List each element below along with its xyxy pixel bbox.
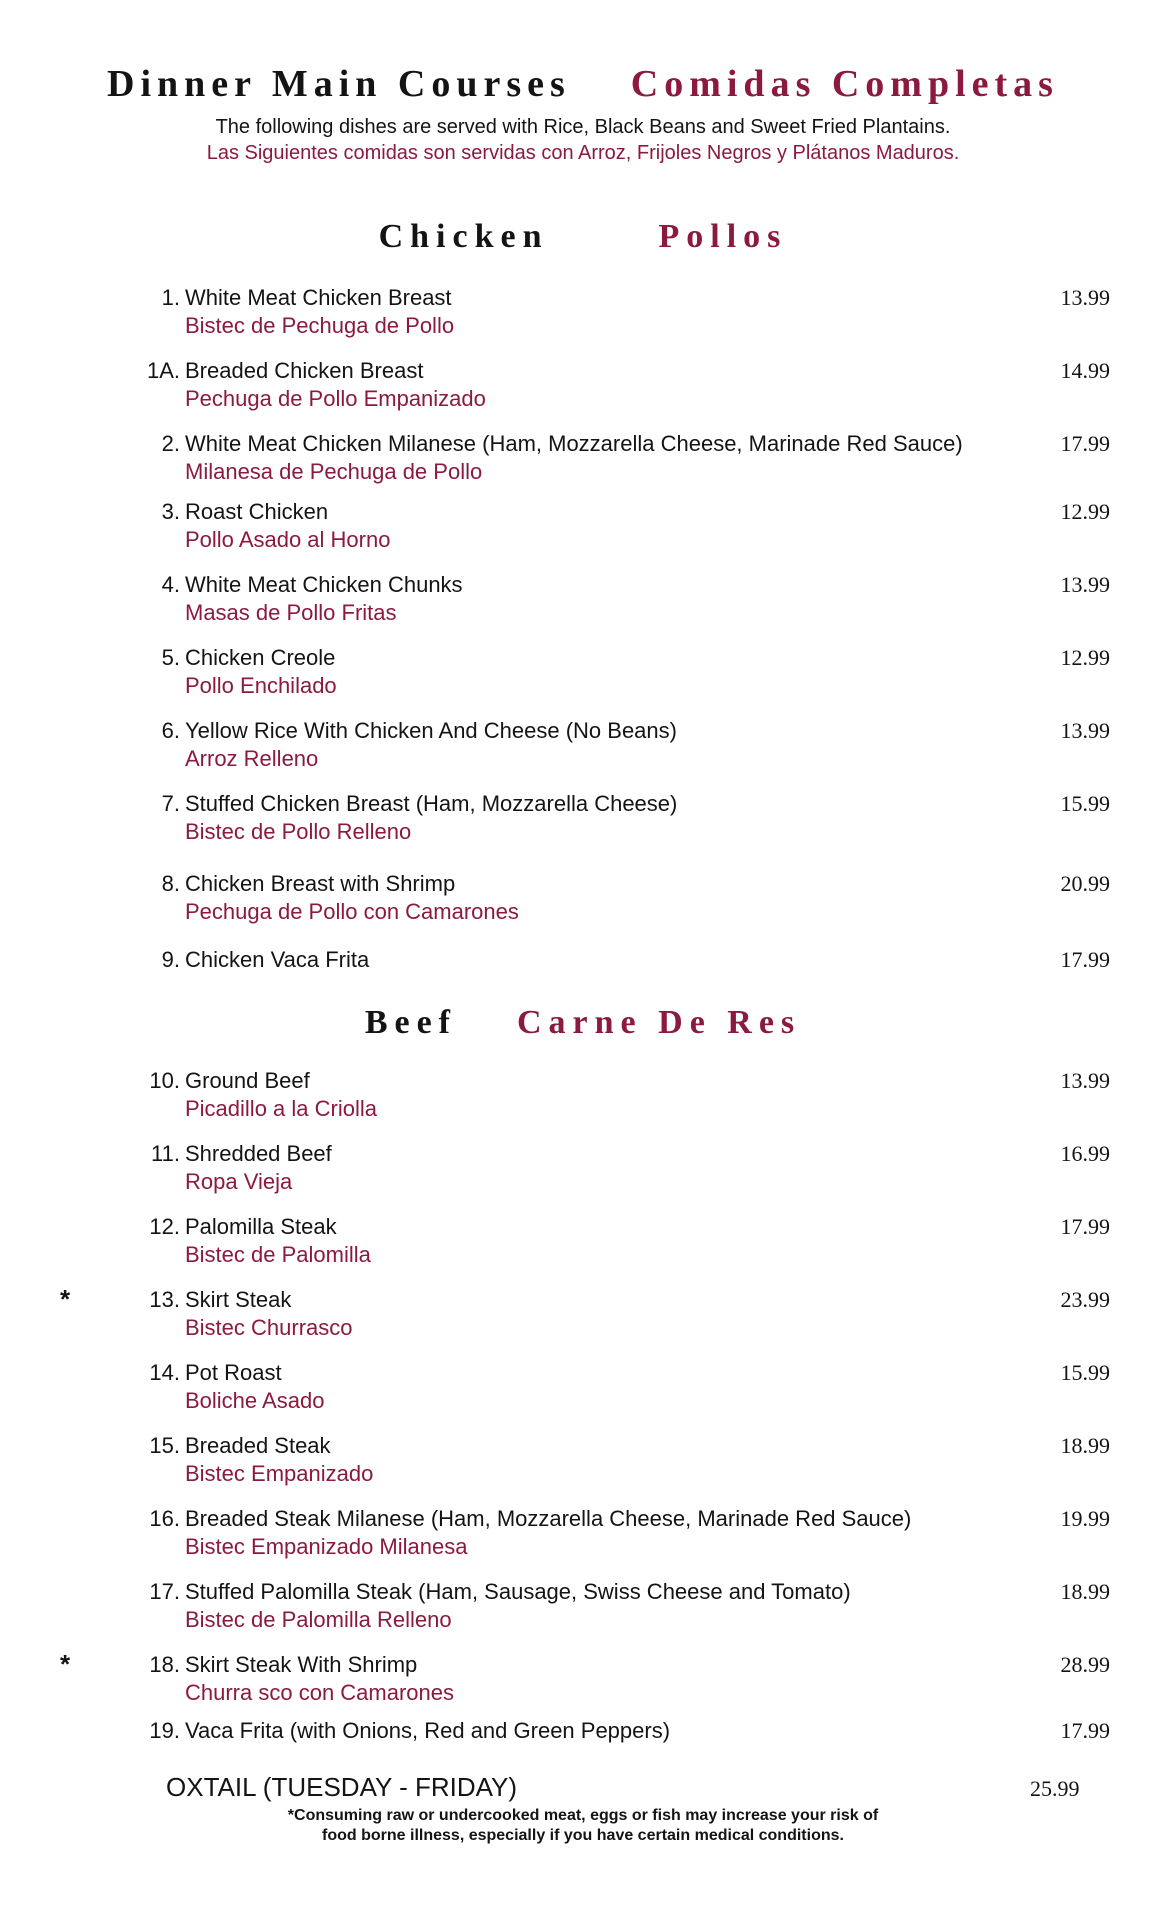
- item-spanish-name: Pollo Enchilado: [185, 673, 337, 698]
- item-number: 1A.: [146, 358, 180, 383]
- item-spanish-name: Churra sco con Camarones: [185, 1680, 455, 1705]
- section-title-chicken: [0, 218, 1166, 256]
- item-price: 23.99: [1060, 1287, 1110, 1312]
- disclaimer-line-2: food borne illness, especially if you have certain medical conditions.: [322, 1827, 844, 1844]
- item-spanish-name: Masas de Pollo Fritas: [185, 600, 397, 625]
- title-spanish: Comidas Completas: [630, 63, 1059, 105]
- item-spanish-name: Boliche Asado: [185, 1388, 325, 1413]
- item-spanish-name: Bistec de Pechuga de Pollo: [185, 313, 455, 338]
- item-price: 13.99: [1060, 285, 1110, 310]
- item-spanish-name: Bistec Empanizado Milanesa: [185, 1534, 468, 1559]
- item-name: Ground Beef: [185, 1068, 310, 1093]
- item-name: Vaca Frita (with Onions, Red and Green Peppers): [185, 1718, 671, 1743]
- item-number: 16.: [149, 1506, 180, 1531]
- item-number: 8.: [161, 871, 180, 896]
- item-number: 5.: [161, 645, 180, 670]
- item-number: 19.: [149, 1718, 180, 1743]
- section-beef-en: Beef: [364, 1004, 457, 1041]
- item-name: Breaded Steak: [185, 1433, 331, 1458]
- item-number: 7.: [161, 791, 180, 816]
- item-name: Shredded Beef: [185, 1141, 332, 1166]
- item-price: 13.99: [1060, 1068, 1110, 1093]
- item-price: 17.99: [1060, 947, 1110, 972]
- item-name: Yellow Rice With Chicken And Cheese (No Beans): [185, 718, 677, 743]
- item-number: 12.: [149, 1214, 180, 1239]
- item-name: Pot Roast: [185, 1360, 282, 1385]
- item-name: Breaded Chicken Breast: [185, 358, 424, 383]
- item-number: 9.: [161, 947, 180, 972]
- item-price: 16.99: [1060, 1141, 1110, 1166]
- item-number: 2.: [161, 431, 180, 456]
- item-name: Skirt Steak With Shrimp: [185, 1652, 418, 1677]
- section-beef-es: Carne De Res: [517, 1004, 802, 1041]
- item-price: 19.99: [1060, 1506, 1110, 1531]
- item-name: Palomilla Steak: [185, 1214, 337, 1239]
- item-name: Chicken Vaca Frita: [185, 947, 370, 972]
- asterisk-icon: *: [60, 1649, 71, 1679]
- item-name: White Meat Chicken Milanese (Ham, Mozzarella Cheese, Marinade Red Sauce): [185, 431, 963, 456]
- item-price: 17.99: [1060, 431, 1110, 456]
- section-title-beef: [0, 1004, 1166, 1042]
- item-spanish-name: Picadillo a la Criolla: [185, 1096, 377, 1121]
- item-name: Chicken Creole: [185, 645, 336, 670]
- item-number: 1.: [161, 285, 180, 310]
- item-number: 6.: [161, 718, 180, 743]
- section-chicken-en: Chicken: [378, 218, 549, 255]
- section-chicken-es: Pollos: [658, 218, 788, 255]
- item-spanish-name: Bistec de Palomilla Relleno: [185, 1607, 452, 1632]
- item-price: 18.99: [1060, 1433, 1110, 1458]
- item-price: 14.99: [1060, 358, 1110, 383]
- intro-english: The following dishes are served with Rice, Black Beans and Sweet Fried Plantains.: [215, 116, 951, 138]
- item-price: 15.99: [1060, 1360, 1110, 1385]
- item-number: 17.: [149, 1579, 180, 1604]
- item-price: 28.99: [1060, 1652, 1110, 1677]
- item-spanish-name: Milanesa de Pechuga de Pollo: [185, 459, 483, 484]
- item-price: 12.99: [1060, 499, 1110, 524]
- item-spanish-name: Arroz Relleno: [185, 746, 319, 771]
- item-number: 18.: [149, 1652, 180, 1677]
- item-spanish-name: Pechuga de Pollo con Camarones: [185, 899, 519, 924]
- oxtail-name: OXTAIL (TUESDAY - FRIDAY): [166, 1772, 518, 1802]
- disclaimer-line-1: *Consuming raw or undercooked meat, eggs or fish may increase your risk of: [287, 1807, 879, 1824]
- item-spanish-name: Pechuga de Pollo Empanizado: [185, 386, 486, 411]
- item-name: Roast Chicken: [185, 499, 329, 524]
- page-title: [0, 62, 1166, 106]
- item-name: White Meat Chicken Breast: [185, 285, 452, 310]
- asterisk-icon: *: [60, 1284, 71, 1314]
- oxtail-price: 25.99: [1030, 1776, 1080, 1801]
- item-price: 20.99: [1060, 871, 1110, 896]
- item-price: 18.99: [1060, 1579, 1110, 1604]
- item-spanish-name: Bistec Empanizado: [185, 1461, 374, 1486]
- food-safety-disclaimer: [0, 1806, 1166, 1846]
- item-number: 10.: [149, 1068, 180, 1093]
- item-spanish-name: Bistec Churrasco: [185, 1315, 353, 1340]
- item-name: Skirt Steak: [185, 1287, 292, 1312]
- item-number: 11.: [151, 1141, 180, 1166]
- item-name: Chicken Breast with Shrimp: [185, 871, 456, 896]
- item-spanish-name: Bistec de Pollo Relleno: [185, 819, 412, 844]
- title-english: Dinner Main Courses: [107, 63, 571, 105]
- item-name: Breaded Steak Milanese (Ham, Mozzarella Cheese, Marinade Red Sauce): [185, 1506, 912, 1531]
- item-price: 17.99: [1060, 1214, 1110, 1239]
- item-spanish-name: Bistec de Palomilla: [185, 1242, 371, 1267]
- item-name: Stuffed Chicken Breast (Ham, Mozzarella Cheese): [185, 791, 678, 816]
- item-spanish-name: Ropa Vieja: [185, 1169, 293, 1194]
- item-spanish-name: Pollo Asado al Horno: [185, 527, 391, 552]
- intro-spanish: Las Siguientes comidas son servidas con Arroz, Frijoles Negros y Plátanos Maduros.: [206, 142, 960, 164]
- item-number: 13.: [149, 1287, 180, 1312]
- item-price: 12.99: [1060, 645, 1110, 670]
- item-name: White Meat Chicken Chunks: [185, 572, 463, 597]
- item-price: 13.99: [1060, 718, 1110, 743]
- item-name: Stuffed Palomilla Steak (Ham, Sausage, Swiss Cheese and Tomato): [185, 1579, 851, 1604]
- item-number: 4.: [161, 572, 180, 597]
- item-price: 13.99: [1060, 572, 1110, 597]
- item-number: 15.: [149, 1433, 180, 1458]
- item-price: 15.99: [1060, 791, 1110, 816]
- item-number: 14.: [149, 1360, 180, 1385]
- item-price: 17.99: [1060, 1718, 1110, 1743]
- item-number: 3.: [161, 499, 180, 524]
